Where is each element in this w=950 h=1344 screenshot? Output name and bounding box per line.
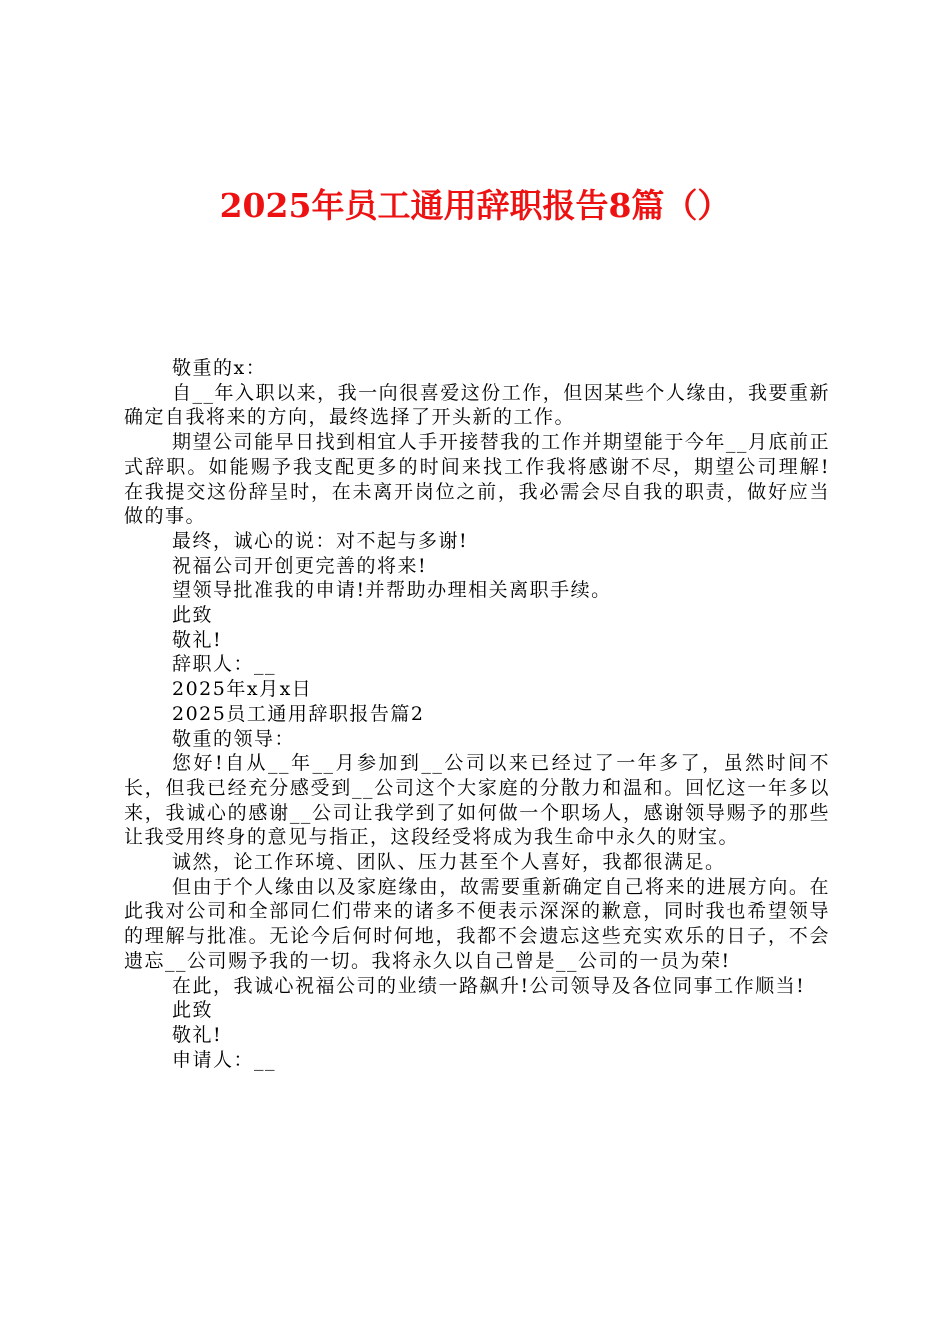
document-title: 2025年员工通用辞职报告8篇（） [219, 186, 731, 225]
body-paragraph: 诚然，论工作环境、团队、压力甚至个人喜好，我都很满足。 [172, 851, 726, 874]
document-body [124, 356, 830, 1072]
closing-line: 敬礼! [172, 628, 223, 651]
closing-line: 敬礼! [172, 1023, 223, 1046]
salutation: 敬重的x： [172, 357, 267, 379]
salutation: 敬重的领导： [172, 727, 296, 750]
body-paragraph: 您好!自从__年__月参加到__公司以来已经过了一年多了，虽然时间不长，但我已经充分感受到__公司这个大家庭的分散力和温和。回忆这一年多以来，我诚心的感谢__公司让我学到了如何做一个职场人，感谢领导赐予的那些让我受用终身的意见与指正，这段经受将成为我生命中永久的财宝。 [124, 752, 830, 849]
body-paragraph: 但由于个人缘由以及家庭缘由，故需要重新确定自己将来的进展方向。在此我对公司和全部同仁们带来的诸多不便表示深深的歉意，同时我也希望领导的理解与批准。无论今后何时何地，我都不会遗忘这些充实欢乐的日子，不会遗忘__公司赐予我的一切。我将永久以自己曾是__公司的一员为荣! [124, 875, 830, 972]
signature-line: 申请人：__ [172, 1048, 277, 1071]
signature-line: 辞职人：__ [172, 653, 277, 676]
date-line: 2025年x月x日 [172, 678, 313, 701]
closing-line: 此致 [172, 999, 214, 1022]
body-paragraph: 祝福公司开创更完善的将来! [172, 554, 428, 577]
body-paragraph: 在此，我诚心祝福公司的业绩一路飙升!公司领导及各位同事工作顺当! [172, 974, 806, 997]
body-paragraph: 最终，诚心的说：对不起与多谢! [172, 529, 469, 552]
section-heading: 2025员工通用辞职报告篇2 [172, 702, 425, 725]
body-paragraph: 期望公司能早日找到相宜人手开接替我的工作并期望能于今年__月底前正式辞职。如能赐予我支配更多的时间来找工作我将感谢不尽，期望公司理解!在我提交这份辞呈时，在未离开岗位之前，我必需会尽自我的职责，做好应当做的事。 [124, 431, 830, 528]
body-paragraph: 望领导批准我的申请!并帮助办理相关离职手续。 [172, 579, 612, 602]
body-paragraph: 自__年入职以来，我一向很喜爱这份工作，但因某些个人缘由，我要重新确定自我将来的方向，最终选择了开头新的工作。 [124, 381, 830, 429]
closing-line: 此致 [172, 604, 214, 627]
